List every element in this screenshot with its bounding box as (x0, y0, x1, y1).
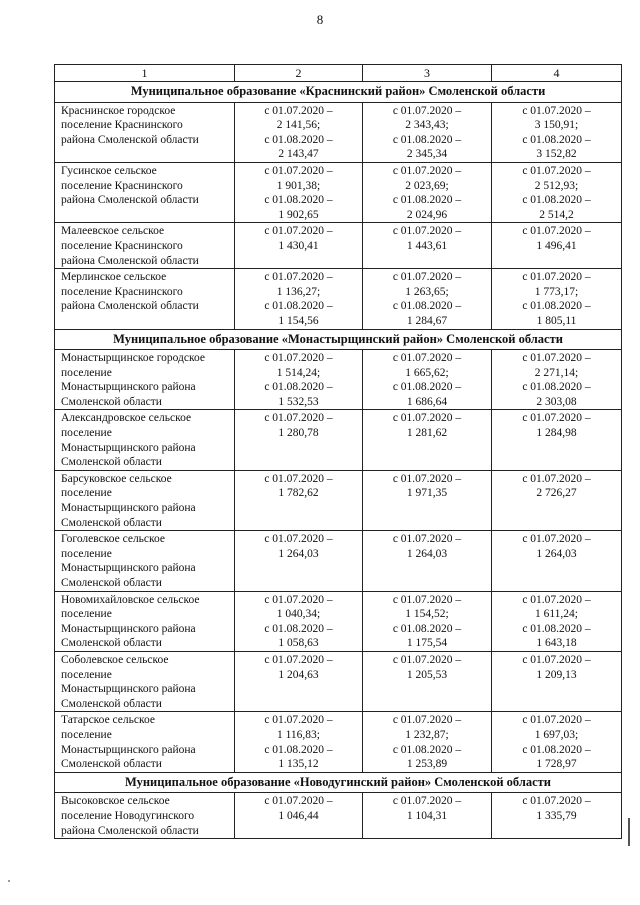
cell-line: 1 264,03 (406, 547, 448, 560)
table-row (55, 350, 622, 410)
cell-line: с 01.07.2020 – (392, 795, 462, 808)
tariff-col-2 (235, 531, 363, 591)
cell-line: 1 046,44 (278, 809, 319, 822)
settlement-name (55, 470, 235, 530)
cell-line: Соболевское сельское (61, 653, 169, 666)
tariff-col-4 (492, 269, 622, 329)
cell-line: с 01.07.2020 – (264, 472, 333, 485)
cell-line: с 01.08.2020 – (264, 300, 333, 313)
cell-line: с 01.08.2020 – (392, 133, 462, 146)
cell-line: с 01.07.2020 – (264, 352, 333, 365)
tariff-col-4 (492, 470, 622, 530)
cell-line: с 01.07.2020 – (264, 653, 333, 666)
cell-line: 1 281,62 (406, 427, 448, 440)
cell-line: с 01.08.2020 – (264, 133, 333, 146)
cell-line: с 01.07.2020 – (392, 412, 462, 425)
settlement-name (55, 269, 235, 329)
table-row (55, 223, 622, 269)
cell-line: с 01.08.2020 – (392, 194, 462, 207)
cell-line: района Смоленской области (61, 824, 199, 837)
column-number: 2 (235, 65, 363, 82)
cell-line: Татарское сельское (61, 714, 155, 727)
tariff-col-4 (492, 350, 622, 410)
cell-line: 1 971,35 (406, 487, 448, 500)
cell-line: с 01.07.2020 – (264, 104, 333, 117)
cell-line: с 01.07.2020 – (522, 412, 591, 425)
cell-line: с 01.08.2020 – (392, 381, 462, 394)
table-row (55, 651, 622, 711)
table-row (55, 793, 622, 839)
cell-line: с 01.07.2020 – (392, 593, 462, 606)
cell-line: 1 040,34; (276, 608, 321, 621)
cell-line: поселение (61, 547, 112, 560)
settlement-name (55, 102, 235, 162)
cell-line: с 01.07.2020 – (522, 164, 591, 177)
cell-line: района Смоленской области (61, 300, 199, 313)
cell-line: 1 232,87; (405, 728, 449, 741)
cell-line: с 01.07.2020 – (264, 533, 333, 546)
table-row (55, 162, 622, 222)
cell-line: Монастырщинского района (61, 441, 196, 454)
cell-line: района Смоленской области (61, 194, 199, 207)
tariff-col-3 (363, 102, 492, 162)
cell-line: 1 253,89 (406, 758, 448, 771)
cell-line: 1 443,61 (406, 239, 448, 252)
tariff-col-4 (492, 162, 622, 222)
cell-line: 1 154,52; (405, 608, 449, 621)
table-row (55, 712, 622, 772)
cell-line: с 01.07.2020 – (522, 653, 591, 666)
cell-line: 2 514,2 (539, 208, 574, 221)
column-number-row (55, 65, 622, 82)
cell-line: Барсуковское сельское (61, 472, 172, 485)
tariff-col-3 (363, 651, 492, 711)
settlement-name (55, 223, 235, 269)
cell-line: с 01.08.2020 – (264, 194, 333, 207)
cell-line: Монастырщинского района (61, 683, 196, 696)
cell-line: поселение Краснинского (61, 239, 183, 252)
scan-edge-line (628, 818, 630, 846)
cell-line: с 01.08.2020 – (522, 194, 591, 207)
cell-line: 1 204,63 (278, 668, 319, 681)
cell-line: 1 665,62; (405, 366, 449, 379)
section-header-row (55, 772, 622, 793)
cell-line: поселение Краснинского (61, 285, 183, 298)
cell-line: 3 150,91; (534, 119, 579, 132)
tariff-col-3 (363, 410, 492, 470)
tariff-col-4 (492, 591, 622, 651)
cell-line: 2 726,27 (536, 487, 577, 500)
cell-line: 1 116,83; (276, 728, 321, 741)
cell-line: 1 335,79 (536, 809, 577, 822)
cell-line: Новомихайловское сельское (61, 593, 200, 606)
cell-line: Александровское сельское (61, 412, 192, 425)
cell-line: с 01.08.2020 – (264, 743, 333, 756)
cell-line: 2 143,47 (278, 148, 319, 161)
scan-speck (8, 880, 10, 882)
cell-line: Смоленской области (61, 697, 162, 710)
cell-line: с 01.08.2020 – (522, 622, 591, 635)
cell-line: 1 136,27; (276, 285, 321, 298)
cell-line: 1 263,65; (405, 285, 449, 298)
cell-line: с 01.07.2020 – (264, 795, 333, 808)
table-row (55, 470, 622, 530)
cell-line: с 01.08.2020 – (392, 300, 462, 313)
cell-line: Монастырщинского района (61, 743, 196, 756)
cell-line: с 01.08.2020 – (264, 622, 333, 635)
settlement-name (55, 162, 235, 222)
settlement-name (55, 591, 235, 651)
cell-line: 1 496,41 (536, 239, 577, 252)
cell-line: с 01.07.2020 – (392, 352, 462, 365)
cell-line: 2 023,69; (405, 179, 449, 192)
column-number: 3 (363, 65, 492, 82)
cell-line: 1 782,62 (278, 487, 319, 500)
tariff-table (54, 64, 622, 839)
cell-line: с 01.08.2020 – (264, 381, 333, 394)
cell-line: Смоленской области (61, 577, 162, 589)
cell-line: с 01.08.2020 – (522, 133, 591, 146)
cell-line: с 01.07.2020 – (522, 352, 591, 365)
tariff-col-4 (492, 410, 622, 470)
cell-line: 1 686,64 (406, 395, 448, 408)
cell-line: Смоленской области (61, 395, 162, 408)
cell-line: 1 209,13 (536, 668, 577, 681)
cell-line: 1 532,53 (278, 395, 319, 408)
cell-line: поселение (61, 728, 112, 741)
cell-line: Смоленской области (61, 758, 162, 771)
cell-line: поселение Новодугинского (61, 809, 195, 822)
tariff-col-2 (235, 350, 363, 410)
tariff-col-4 (492, 223, 622, 269)
tariff-col-2 (235, 223, 363, 269)
cell-line: 2 271,14; (534, 366, 579, 379)
tariff-col-3 (363, 269, 492, 329)
cell-line: с 01.07.2020 – (522, 472, 591, 485)
cell-line: 1 773,17; (534, 285, 579, 298)
section-header-row (55, 82, 622, 103)
tariff-col-4 (492, 651, 622, 711)
cell-line: с 01.08.2020 – (522, 743, 591, 756)
tariff-col-2 (235, 712, 363, 772)
cell-line: 2 141,56; (276, 119, 321, 132)
cell-line: поселение (61, 608, 112, 621)
cell-line: 1 264,03 (278, 547, 319, 560)
cell-line: с 01.07.2020 – (392, 714, 462, 727)
cell-line: с 01.07.2020 – (522, 795, 591, 808)
cell-line: с 01.07.2020 – (392, 271, 462, 284)
tariff-col-2 (235, 591, 363, 651)
cell-line: поселение (61, 487, 112, 500)
section-title: Муниципальное образование «Монастырщинский район» Смоленской области (55, 329, 622, 350)
tariff-col-4 (492, 531, 622, 591)
cell-line: 1 104,31 (406, 809, 448, 822)
cell-line: 2 512,93; (534, 179, 579, 192)
cell-line: с 01.07.2020 – (522, 714, 591, 727)
table-row (55, 531, 622, 591)
cell-line: с 01.08.2020 – (522, 381, 591, 394)
cell-line: 1 205,53 (406, 668, 448, 681)
cell-line: с 01.07.2020 – (264, 225, 333, 238)
cell-line: Смоленской области (61, 516, 162, 529)
tariff-col-2 (235, 102, 363, 162)
settlement-name (55, 712, 235, 772)
cell-line: с 01.07.2020 – (522, 593, 591, 606)
cell-line: Монастырщинского района (61, 502, 196, 515)
cell-line: с 01.07.2020 – (264, 271, 333, 284)
cell-line: с 01.07.2020 – (264, 412, 333, 425)
cell-line: 1 643,18 (536, 637, 577, 650)
cell-line: 1 280,78 (278, 427, 319, 440)
tariff-col-2 (235, 470, 363, 530)
tariff-col-3 (363, 591, 492, 651)
cell-line: с 01.07.2020 – (392, 225, 462, 238)
table-row (55, 410, 622, 470)
tariff-col-3 (363, 223, 492, 269)
tariff-col-2 (235, 269, 363, 329)
column-number: 4 (492, 65, 622, 82)
cell-line: Монастырщинского района (61, 381, 196, 394)
cell-line: с 01.08.2020 – (392, 743, 462, 756)
cell-line: с 01.07.2020 – (392, 104, 462, 117)
cell-line: 1 697,03; (534, 728, 579, 741)
cell-line: с 01.07.2020 – (392, 533, 462, 546)
cell-line: 1 728,97 (536, 758, 577, 771)
cell-line: Смоленской области (61, 456, 162, 469)
cell-line: Краснинское городское (61, 104, 176, 117)
section-title: Муниципальное образование «Новодугинский район» Смоленской области (55, 772, 622, 793)
cell-line: поселение (61, 366, 112, 379)
cell-line: с 01.07.2020 – (392, 653, 462, 666)
cell-line: 2 303,08 (536, 395, 577, 408)
cell-line: 1 154,56 (278, 314, 319, 327)
table-row (55, 269, 622, 329)
settlement-name (55, 793, 235, 839)
tariff-col-3 (363, 350, 492, 410)
tariff-col-4 (492, 102, 622, 162)
cell-line: поселение (61, 427, 112, 440)
settlement-name (55, 410, 235, 470)
table-body (55, 65, 622, 839)
cell-line: Мерлинское сельское (61, 271, 167, 284)
tariff-col-2 (235, 410, 363, 470)
cell-line: с 01.07.2020 – (264, 593, 333, 606)
tariff-col-3 (363, 470, 492, 530)
section-title: Муниципальное образование «Краснинский район» Смоленской области (55, 82, 622, 103)
cell-line: с 01.07.2020 – (264, 714, 333, 727)
tariff-col-3 (363, 531, 492, 591)
cell-line: с 01.07.2020 – (522, 104, 591, 117)
cell-line: Гоголевское сельское (61, 533, 166, 546)
cell-line: 1 901,38; (276, 179, 321, 192)
cell-line: поселение Краснинского (61, 119, 183, 132)
cell-line: с 01.07.2020 – (522, 533, 591, 546)
cell-line: 1 514,24; (276, 366, 321, 379)
tariff-col-3 (363, 793, 492, 839)
tariff-col-4 (492, 712, 622, 772)
cell-line: 1 058,63 (278, 637, 319, 650)
cell-line: с 01.07.2020 – (264, 164, 333, 177)
cell-line: поселение (61, 668, 112, 681)
cell-line: с 01.08.2020 – (522, 300, 591, 313)
cell-line: 1 611,24; (534, 608, 579, 621)
cell-line: 1 264,03 (536, 547, 577, 560)
column-number: 1 (55, 65, 235, 82)
cell-line: 1 902,65 (278, 208, 319, 221)
cell-line: 1 284,67 (406, 314, 448, 327)
cell-line: поселение Краснинского (61, 179, 183, 192)
cell-line: с 01.07.2020 – (392, 472, 462, 485)
cell-line: Монастырщинского района (61, 622, 196, 635)
cell-line: Гусинское сельское (61, 164, 157, 177)
page-number: 8 (316, 12, 324, 27)
cell-line: Монастырщинского района (61, 562, 196, 575)
settlement-name (55, 531, 235, 591)
table-row (55, 102, 622, 162)
cell-line: с 01.08.2020 – (392, 622, 462, 635)
cell-line: с 01.07.2020 – (522, 225, 591, 238)
cell-line: Смоленской области (61, 637, 162, 650)
cell-line: с 01.07.2020 – (522, 271, 591, 284)
cell-line: с 01.07.2020 – (392, 164, 462, 177)
settlement-name (55, 651, 235, 711)
cell-line: 2 343,43; (405, 119, 449, 132)
tariff-col-2 (235, 651, 363, 711)
tariff-col-2 (235, 793, 363, 839)
section-header-row (55, 329, 622, 350)
cell-line: района Смоленской области (61, 254, 199, 267)
cell-line: Монастырщинское городское (61, 352, 205, 365)
cell-line: 3 152,82 (536, 148, 577, 161)
cell-line: 1 284,98 (536, 427, 577, 440)
cell-line: 1 135,12 (278, 758, 319, 771)
cell-line: 2 024,96 (406, 208, 448, 221)
cell-line: Высоковское сельское (61, 795, 170, 808)
tariff-col-3 (363, 712, 492, 772)
cell-line: 1 175,54 (406, 637, 448, 650)
cell-line: 2 345,34 (406, 148, 448, 161)
cell-line: 1 430,41 (278, 239, 319, 252)
settlement-name (55, 350, 235, 410)
tariff-col-2 (235, 162, 363, 222)
tariff-col-3 (363, 162, 492, 222)
table-row (55, 591, 622, 651)
cell-line: района Смоленской области (61, 133, 199, 146)
cell-line: 1 805,11 (536, 314, 577, 327)
cell-line: Малеевское сельское (61, 225, 165, 238)
tariff-col-4 (492, 793, 622, 839)
